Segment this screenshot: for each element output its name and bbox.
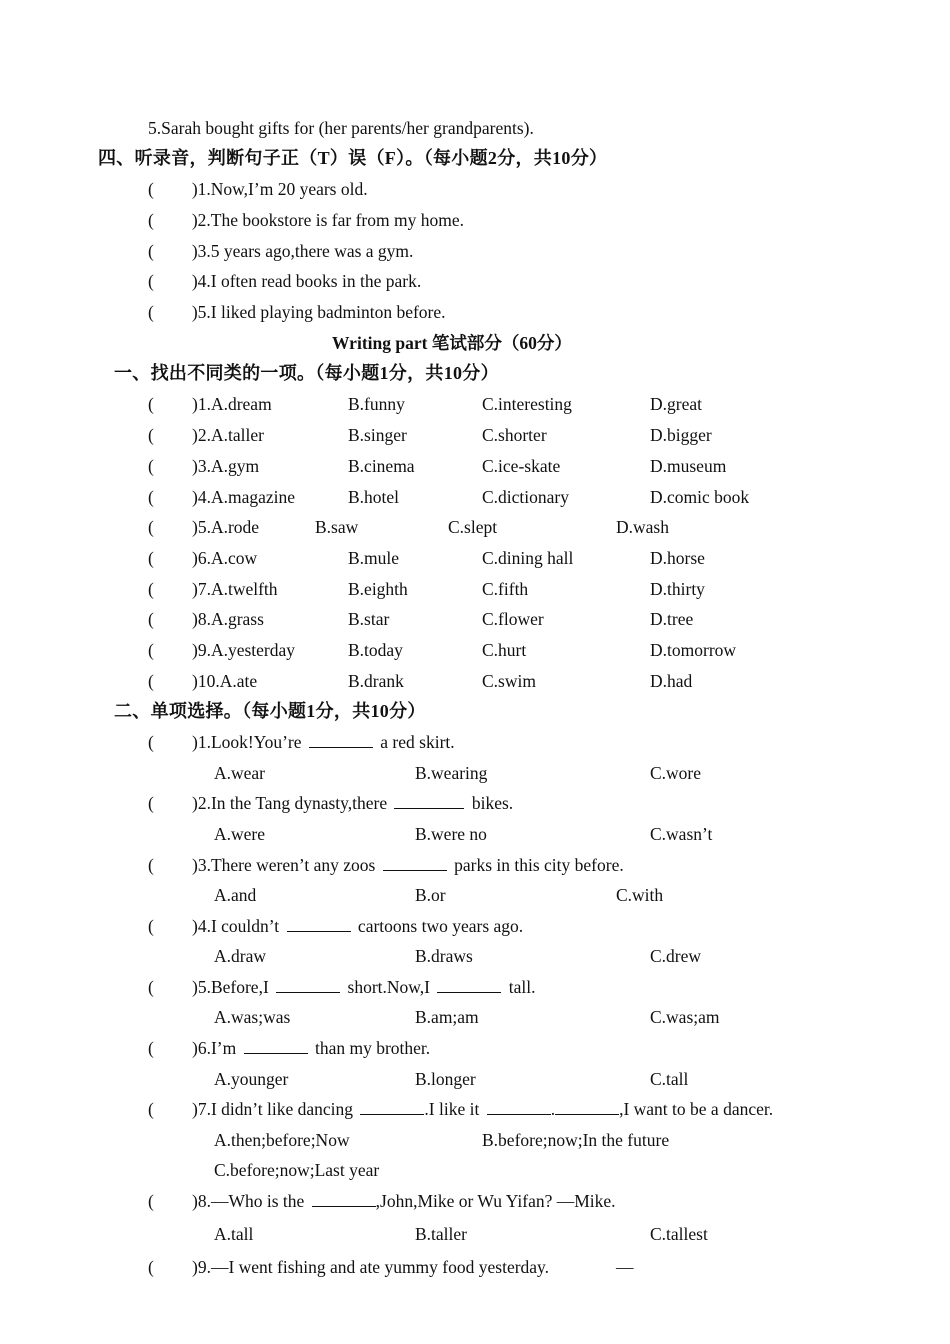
odd-option-a [192,639,295,661]
answer-blank[interactable] [309,731,373,748]
odd-option-a [192,516,259,538]
mc-option-c: C.was;am [650,1007,720,1027]
mc-paren-open: ( [148,977,154,997]
paren-close: ) [191,179,198,199]
writing-part-title: Writing part 笔试部分（60分） [332,333,572,353]
paren-open: ( [148,640,154,660]
paren-close: ) [191,271,198,291]
question-text: tall. [508,977,536,997]
question-text: 2.In the Tang dynasty,there [197,793,388,813]
answer-blank[interactable] [360,1098,424,1115]
paren-open: ( [148,609,154,629]
paren-close: ) [192,1191,198,1211]
option-text: 2.A.taller [197,425,264,445]
question-text: 8.—Who is the [197,1191,305,1211]
mc-question-2 [192,792,513,814]
odd-option-b: B.singer [348,425,407,445]
paren-close: ) [192,671,198,691]
odd-option-a [192,424,264,446]
mc-option-a: A.younger [214,1069,289,1089]
paren-close: ) [192,517,198,537]
mc-option-b: B.before;now;In the future [482,1130,670,1150]
mc-option-c: C.tallest [650,1224,708,1244]
mc-option-a: A.and [214,885,257,905]
tf-item [148,301,446,323]
odd-option-c: C.dictionary [482,487,569,507]
odd-option-b: B.saw [315,517,359,537]
mc-paren-open: ( [148,1038,154,1058]
mc-question-1 [192,731,455,753]
paren-close: ) [192,548,198,568]
mc-option-c: C.drew [650,946,702,966]
odd-option-a [192,455,259,477]
mc-option-c: C.wore [650,763,702,783]
question-text: bikes. [471,793,514,813]
option-text: 9.A.yesterday [197,640,296,660]
mc-paren-open: ( [148,732,154,752]
section-4-title: 四、听录音，判断句子正（T）误（F）。（每小题2分，共10分） [98,148,608,168]
paren-open: ( [148,179,154,199]
odd-option-b: B.funny [348,394,405,414]
mc-question-3 [192,854,624,876]
paren-close: ) [192,732,198,752]
mc-option-b: B.were no [415,824,487,844]
paren-close: ) [192,977,198,997]
option-text: 4.A.magazine [197,487,296,507]
odd-option-d: D.museum [650,456,727,476]
odd-option-c: C.interesting [482,394,572,414]
question-text: cartoons two years ago. [357,916,524,936]
paren-close: ) [192,579,198,599]
option-text: 8.A.grass [197,609,264,629]
odd-item [148,455,154,477]
question-text: a red skirt. [380,732,455,752]
paren-open: ( [148,579,154,599]
option-text: 7.A.twelfth [197,579,278,599]
mc-paren-open: ( [148,793,154,813]
answer-blank[interactable] [312,1190,376,1207]
section-1-title: 一、找出不同类的一项。（每小题1分，共10分） [114,363,499,383]
odd-item [148,547,154,569]
paren-open: ( [148,425,154,445]
tf-text: 3.5 years ago,there was a gym. [197,241,414,261]
question-text: 7.I didn’t like dancing [197,1099,354,1119]
odd-option-b: B.today [348,640,403,660]
answer-blank[interactable] [555,1098,619,1115]
odd-option-a [192,486,295,508]
odd-option-a [192,393,272,415]
question-text: 1.Look!You’re [197,732,302,752]
mc-option-b: B.longer [415,1069,476,1089]
paren-close: ) [192,1257,198,1277]
question-text: 5.Before,I [197,977,269,997]
question-text: 3.There weren’t any zoos [197,855,376,875]
answer-blank[interactable] [244,1037,308,1054]
mc-option-b: B.draws [415,946,473,966]
mc-option-a: A.were [214,824,266,844]
question-text: 6.I’m [197,1038,237,1058]
odd-option-d: D.comic book [650,487,750,507]
mc-option-a: A.wear [214,763,266,783]
question-text: parks in this city before. [454,855,624,875]
mc-question-5 [192,976,535,998]
odd-option-a [192,578,278,600]
paren-open: ( [148,517,154,537]
odd-option-d: D.bigger [650,425,712,445]
mc-option-c: C.before;now;Last year [214,1160,380,1180]
odd-option-d: D.tree [650,609,694,629]
odd-item [148,608,154,630]
paren-close: ) [192,609,198,629]
paren-close: ) [192,916,198,936]
question-text: than my brother. [314,1038,431,1058]
answer-blank[interactable] [287,915,351,932]
section-2-title: 二、单项选择。（每小题1分，共10分） [114,701,426,721]
mc-question-6 [192,1037,430,1059]
mc-question-4 [192,915,523,937]
option-text: 3.A.gym [197,456,260,476]
odd-option-b: B.cinema [348,456,415,476]
odd-item [148,393,154,415]
mc-option-a: A.then;before;Now [214,1130,350,1150]
odd-item [148,639,154,661]
odd-option-c: C.ice-skate [482,456,561,476]
paren-close: ) [192,793,198,813]
paren-close: ) [191,210,198,230]
mc-option-c: C.tall [650,1069,689,1089]
mc-option-a: A.draw [214,946,266,966]
odd-option-b: B.star [348,609,390,629]
paren-close: ) [191,241,198,261]
odd-item [148,578,154,600]
paren-open: ( [148,456,154,476]
odd-option-b: B.drank [348,671,404,691]
paren-close: ) [192,394,198,414]
question-text: short.Now,I [347,977,430,997]
paren-close: ) [191,302,198,322]
question-text: 9.—I went fishing and ate yummy food yesterday. [197,1257,550,1277]
answer-blank[interactable] [487,1098,551,1115]
odd-item [148,516,154,538]
mc-option-b: B.wearing [415,763,488,783]
mc-paren-open: ( [148,1099,154,1119]
question-text: 4.I couldn’t [197,916,280,936]
tf-item [148,209,464,231]
odd-item [148,424,154,446]
option-text: 5.A.rode [197,517,260,537]
odd-option-b: B.hotel [348,487,400,507]
odd-option-a [192,608,264,630]
paren-open: ( [148,210,154,230]
option-text: 1.A.dream [197,394,272,414]
mc-option-b: B.am;am [415,1007,479,1027]
odd-option-d: D.thirty [650,579,705,599]
odd-option-b: B.mule [348,548,400,568]
answer-blank[interactable] [437,976,501,993]
mc-option-b: B.or [415,885,446,905]
answer-blank[interactable] [394,792,464,809]
paren-open: ( [148,671,154,691]
paren-open: ( [148,548,154,568]
question-text: ,John,Mike or Wu Yifan? —Mike. [375,1191,616,1211]
tf-text: 5.I liked playing badminton before. [197,302,446,322]
paren-open: ( [148,271,154,291]
paren-close: ) [192,855,198,875]
odd-option-d: D.tomorrow [650,640,737,660]
mc-option-a: A.was;was [214,1007,291,1027]
option-text: 6.A.cow [197,548,258,568]
mc-option-c: C.with [616,885,664,905]
odd-option-d: D.great [650,394,702,414]
paren-close: ) [192,456,198,476]
odd-option-c: C.slept [448,517,498,537]
paren-close: ) [192,640,198,660]
question-text: . [550,1099,556,1119]
answer-blank[interactable] [383,854,447,871]
odd-option-b: B.eighth [348,579,408,599]
odd-option-c: C.shorter [482,425,547,445]
paren-close: ) [192,1038,198,1058]
odd-item [148,670,154,692]
mc-option-b: B.taller [415,1224,467,1244]
tf-item [148,178,368,200]
question-text: .I like it [424,1099,480,1119]
odd-option-a [192,547,257,569]
paren-open: ( [148,302,154,322]
tf-text: 2.The bookstore is far from my home. [197,210,464,230]
odd-option-d: D.horse [650,548,705,568]
mc-question-9-dash: — [616,1257,634,1277]
odd-option-c: C.swim [482,671,536,691]
odd-item [148,486,154,508]
paren-close: ) [192,1099,198,1119]
odd-option-c: C.fifth [482,579,529,599]
paren-close: ) [192,425,198,445]
mc-paren-open: ( [148,1191,154,1211]
odd-option-c: C.dining hall [482,548,574,568]
odd-option-c: C.flower [482,609,544,629]
paren-open: ( [148,241,154,261]
paren-open: ( [148,487,154,507]
mc-paren-open: ( [148,916,154,936]
tf-text: 4.I often read books in the park. [197,271,422,291]
paren-open: ( [148,394,154,414]
mc-question-9 [192,1256,549,1278]
mc-question-7 [192,1098,773,1120]
listening-item-5: 5.Sarah bought gifts for (her parents/her grandparents). [148,118,534,138]
tf-text: 1.Now,I’m 20 years old. [197,179,368,199]
option-text: 10.A.ate [197,671,258,691]
tf-item [148,270,421,292]
question-text: ,I want to be a dancer. [619,1099,774,1119]
odd-option-c: C.hurt [482,640,527,660]
odd-option-a [192,670,257,692]
mc-paren-open: ( [148,1257,154,1277]
mc-option-c: C.wasn’t [650,824,713,844]
tf-item [148,240,413,262]
paren-close: ) [192,487,198,507]
odd-option-d: D.wash [616,517,669,537]
mc-option-a: A.tall [214,1224,254,1244]
mc-question-8 [192,1190,616,1212]
answer-blank[interactable] [276,976,340,993]
odd-option-d: D.had [650,671,693,691]
mc-paren-open: ( [148,855,154,875]
